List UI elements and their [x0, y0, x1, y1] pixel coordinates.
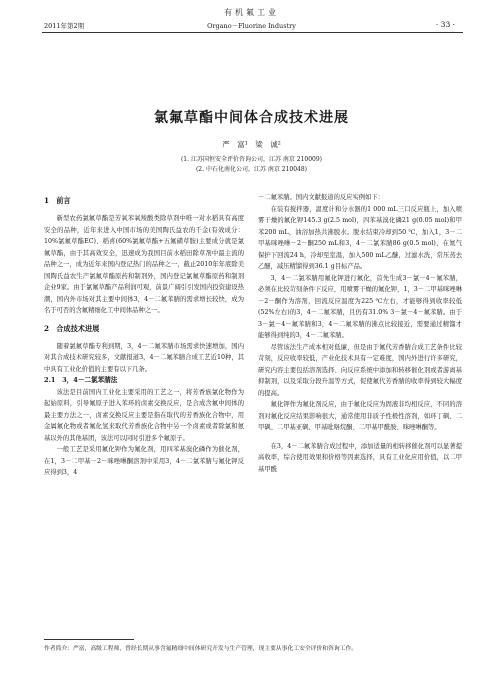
issue-date: 2011年第2期 [44, 22, 85, 30]
left-column [44, 195, 244, 479]
authors: 严 富¹ 梁 诚² [222, 140, 281, 149]
introduction-paragraph: 新型农药氯氟草酯是芳氧苯氧羧酸类除草剂中唯一对水稻具有高度安全的品种，近年来进入中国市场的美国陶氏益农的千金(有效成分：10%氯氟草酯EC)、稻喜(60%氯氟草酯+五氟磺草胺)主要成分就是氯氟草酯，由于其高效安全，迅速成为我国目前水稻田除草剂中最主流的品种之一，成为近年来国内登记热门的品种之一，截止2010年年底除美国陶氏益农生产氯氟草酯原药和制剂外，国内登记氯氟草酯原药和制剂企业9家。由于氯氟草酯产品利润可观，前景广阔引引发国内投资建设热潮，国内外市场对其主要中间体3，4－二氟苯腈的需求增长较快，成为名于可否的含氟精细化工中间体品种之一。 [44, 215, 244, 314]
section-2-1-paragraph: 该法是目前国内工业化主要采用的工艺之一，将芳香族氯化物作为起始原料，引导氟原子进入苯环的卤素交换反应，是合成含氟中间体的最主要方法之一，卤素交换反应主要是指在取代的芳香族化合物中，用金属氟化物或者氟化氢来取代芳香族化合物中另一个卤素或者除氯和氨基以外的其他基团，该法可以同时引进多个氟原子。 [44, 388, 244, 442]
affiliation-2: (2. 中石化南化公司，江苏 南京 210048) [195, 166, 308, 173]
journal-name: 有机氟工业 [224, 8, 279, 17]
journal-name-english: Organo－Fluorine Industry [207, 22, 296, 30]
research-paragraph: 尽管该法生产成本相对低廉，但是由于氟代芳香腈合成工艺条件比较苛刻，反应收率较低，产业化技术具有一定难度，国内外进行许多研究，研究内容主要包括溶剂选择、向反应系统中添加和转移催化剂或者游离基抑制剂，以及采取分段升温等方式，促使氟代芳香腈的收率得到较大幅度的提高。 [258, 343, 462, 397]
section-2-1-heading: 2.1 3，4－二氯苯腈法 [44, 376, 118, 384]
solvent-paragraph: 氟化钾作为氟化剂反应，由于氟化反应为固液非均相反应，不同的溶剂对氟化反应结果影响很大，通常使用非质子性极性溶剂，如环丁砜、二甲砜、二甲基亚砜、甲基吡咯烷酮、二甲基甲酰胺、咪唑啉酮等。 [258, 401, 462, 431]
experimental-paragraph: 在装有搅拌器，温度计和分水器的1 000 mL三口反应瓶上，加入喷雾干燥的氟化钾145.3 g(2.5 mol)，四苯基溴化磷21 g(0.05 mol)和甲苯200 mL，油浴加热共沸脱水。脱水结束冷却到50 ℃，加入1，3－二甲基咪唑啉－2－酮250 mL和3，4－二氯苯腈86 g(0.5 mol)，在氮气保护下回流24 h，冷却至室温，加入500 mL乙醚，过滤水洗，常压蒸去乙醚，减压精馏得到36.1 g目标产品。 [258, 205, 462, 270]
continued-paragraph: －二氟苯腈。国内文献报道的反应实例如下： [258, 194, 384, 201]
section-2-paragraph: 随着氯氟草酯专利到期，3，4－二氟苯腈市场需求快速增加，国内对其合成技术研究较多，文献报道3，4－二氟苯腈合成工艺近10种，其中具有工业化价值的主要有以下几条。 [44, 342, 244, 373]
article-title: 氯氟草酯中间体合成技术进展 [154, 110, 349, 126]
catalyst-paragraph: 在3，4－二氟苯腈合成过程中，添加适量的相转移催化剂可以显著提高收率，综合使用效果和价格等因素选择，具有工业化应用价值，以二甲基甲酰 [258, 442, 462, 473]
section-2-heading: 2 合成技术进展 [44, 323, 100, 333]
footnote-rule [44, 639, 134, 640]
section-1-heading: 1 前言 [44, 196, 71, 205]
section-2-1-paragraph-2: 一般工艺是采用氟化钾作为氟化剂，用四苯基溴化磷作为催化剂，在1，3－二甲基－2－咪唑啉酮溶剂中采用3，4－二氯苯腈与氟化钾反应得到3，4 [44, 446, 244, 476]
page-number: · 33 · [435, 20, 455, 29]
affiliation-1: (1. 江苏国恒安全评价咨询公司，江苏 南京 210009) [180, 156, 323, 163]
author-footnote: 作者简介：严富，高级工程师，曾经长期从事含氟精细中间体研究开发与生产管理，现主要从事化工安全评价和咨询工作。 [44, 646, 358, 652]
right-column [258, 192, 462, 475]
fluorination-paragraph: 3，4－二氯苯腈用氟化钾进行氟化，首先生成3－氯－4－氟苯腈，必须在比较苛刻条件下反应，用喷雾干燥的氟化钾，1，3－二甲基咪唑啉－2－酮作为溶剂，回流反应温度为225 ℃左右，才能够得到收率较低(52%左右)的3，4－二氟苯腈，且仍有31.0% 3－氯－4－氟苯腈。由于3－氯－4－氟苯腈和3，4－二氟苯腈的沸点比较接近，需要通过精馏才能够得到纯的3，4－二氟苯腈。 [258, 274, 462, 339]
header-rule [42, 32, 463, 33]
